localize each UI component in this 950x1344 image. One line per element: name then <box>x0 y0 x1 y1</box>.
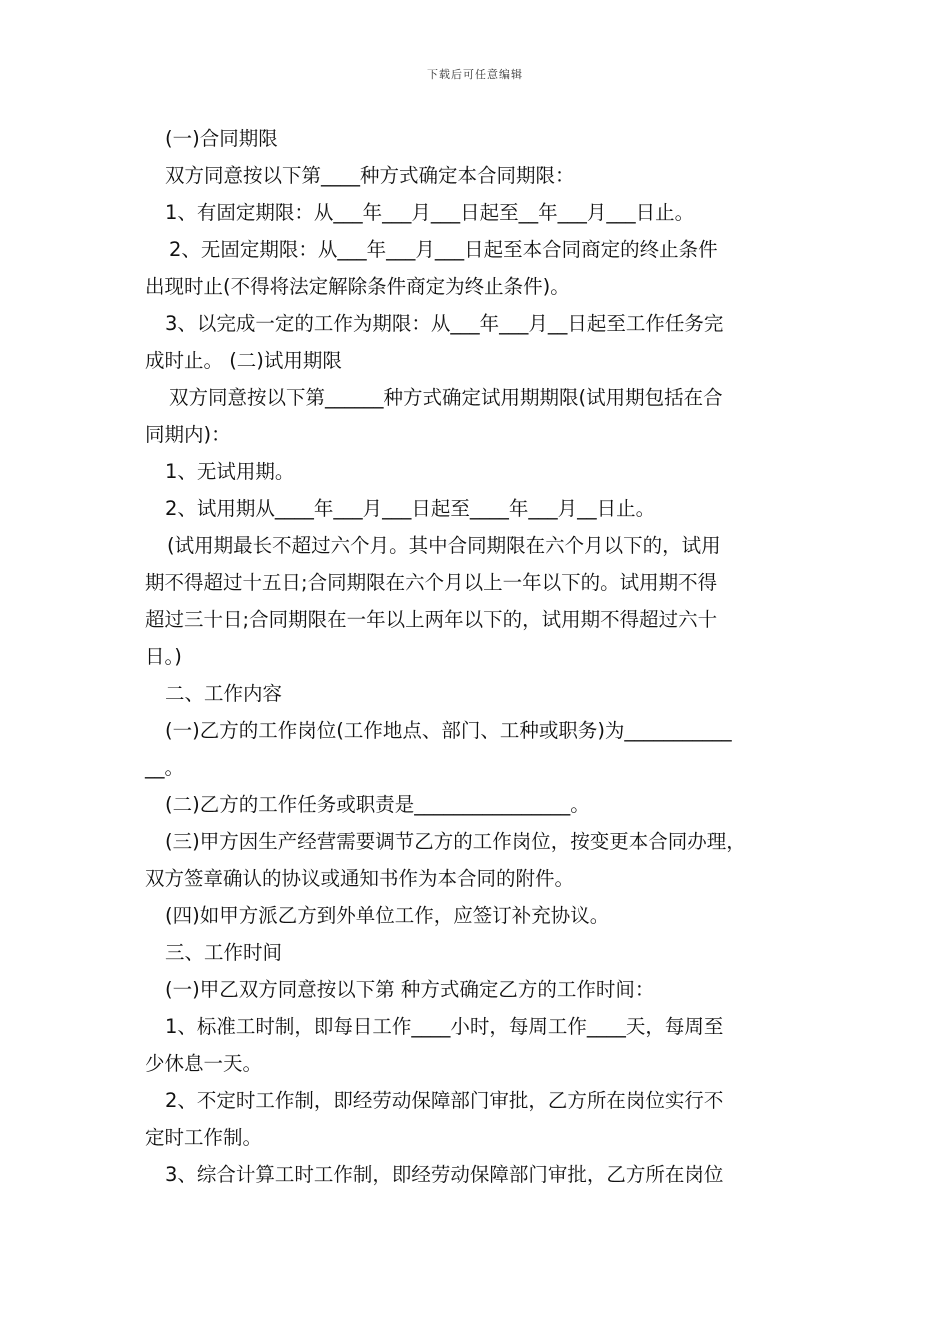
document-line: 3、以完成一定的工作为期限：从___年___月__日起至工作任务完 <box>165 312 724 335</box>
document-line: __。 <box>145 756 185 779</box>
document-body <box>145 120 809 1193</box>
document-line: 2、无固定期限：从___年___月___日起至本合同商定的终止条件 <box>169 238 718 261</box>
document-line: (二)乙方的工作任务或职责是________________。 <box>165 793 590 816</box>
document-line: 2、试用期从____年___月___日起至____年___月__日止。 <box>165 497 656 520</box>
document-line: 双方签章确认的协议或通知书作为本合同的附件。 <box>145 867 575 890</box>
document-line: 出现时止(不得将法定解除条件商定为终止条件)。 <box>145 275 570 298</box>
document-line: 日。) <box>145 645 182 668</box>
document-line: 1、有固定期限：从___年___月___日起至__年___月___日止。 <box>165 201 695 224</box>
document-line: 双方同意按以下第______种方式确定试用期期限(试用期包括在合 <box>169 386 723 409</box>
document-line: 3、综合计算工时工作制，即经劳动保障部门审批，乙方所在岗位 <box>165 1163 724 1186</box>
document-line: (一)甲乙双方同意按以下第 种方式确定乙方的工作时间： <box>165 978 655 1001</box>
document-line: 2、不定时工作制，即经劳动保障部门审批，乙方所在岗位实行不 <box>165 1089 724 1112</box>
document-line: 少休息一天。 <box>145 1052 263 1075</box>
document-line: (一)乙方的工作岗位(工作地点、部门、工种或职务)为___________ <box>165 719 732 742</box>
document-line: 成时止。 (二)试用期限 <box>145 349 342 372</box>
document-line: 双方同意按以下第____种方式确定本合同期限： <box>165 164 575 187</box>
document-line: 二、工作内容 <box>165 682 283 705</box>
page-header-note: 下载后可任意编辑 <box>427 68 523 81</box>
document-line: (试用期最长不超过六个月。其中合同期限在六个月以下的，试用 <box>167 534 721 557</box>
document-line: 三、工作时间 <box>165 941 283 964</box>
document-line: (一)合同期限 <box>165 127 278 150</box>
document-line: (三)甲方因生产经营需要调节乙方的工作岗位，按变更本合同办理， <box>165 830 746 853</box>
document-line: 1、无试用期。 <box>165 460 295 483</box>
document-line: 超过三十日;合同期限在一年以上两年以下的，试用期不得超过六十 <box>145 608 718 631</box>
document-line: 定时工作制。 <box>145 1126 263 1149</box>
document-line: 同期内)： <box>145 423 231 446</box>
document-line: 期不得超过十五日;合同期限在六个月以上一年以下的。试用期不得 <box>145 571 718 594</box>
document-line: 1、标准工时制，即每日工作____小时，每周工作____天，每周至 <box>165 1015 724 1038</box>
document-line: (四)如甲方派乙方到外单位工作，应签订补充协议。 <box>165 904 610 927</box>
